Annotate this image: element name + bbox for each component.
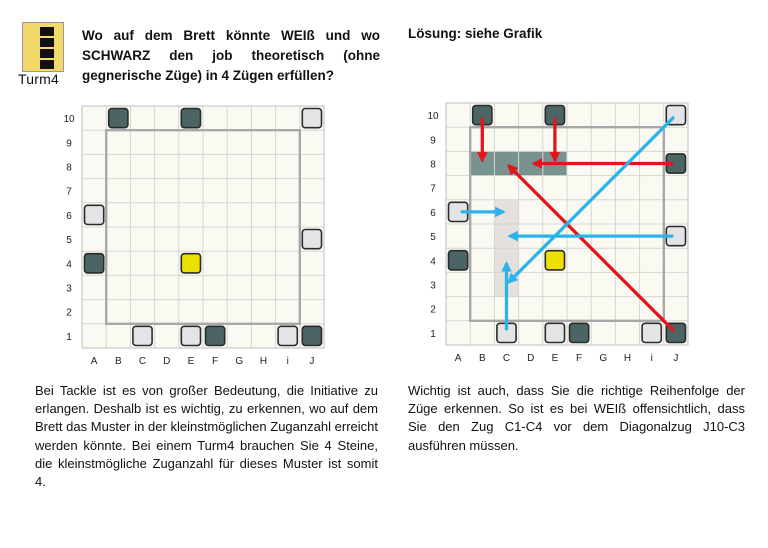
white-stone-i1 [642, 323, 661, 342]
row-label-3: 3 [430, 280, 436, 292]
row-label-9: 9 [430, 135, 436, 147]
solution-board [422, 96, 722, 368]
col-label-d: D [163, 356, 171, 367]
black-stone-j1 [302, 326, 321, 345]
row-label-5: 5 [430, 232, 436, 244]
col-label-g: G [235, 356, 244, 367]
black-stone-e10 [181, 109, 200, 128]
row-label-7: 7 [66, 186, 72, 198]
row-label-4: 4 [66, 259, 72, 271]
col-label-h: H [259, 356, 268, 367]
col-label-f: F [576, 353, 583, 364]
description-right: Wichtig ist auch, dass Sie die richtige Reihenfolge der Züge erkennen. So ist es bei WEIß offensichtlich, dass Sie den Zug C1-C4 vor dem Diagonalzug J10-C3 ausführen müssen. [408, 383, 745, 453]
row-label-1: 1 [66, 331, 72, 343]
col-label-e: E [187, 356, 195, 367]
row-label-8: 8 [66, 162, 72, 174]
col-label-c: C [502, 353, 511, 364]
row-label-9: 9 [66, 138, 72, 150]
black-stone-b10 [109, 109, 128, 128]
col-label-i: i [650, 353, 653, 364]
black-stone-f1 [570, 323, 589, 342]
white-stone-c1 [133, 326, 152, 345]
col-label-a: A [454, 353, 462, 364]
col-label-j: J [309, 356, 315, 367]
turm4-logo [18, 22, 68, 86]
col-label-f: F [212, 356, 219, 367]
tower-icon [22, 22, 64, 72]
black-stone-a4 [85, 254, 104, 273]
row-label-3: 3 [66, 283, 72, 295]
row-label-8: 8 [430, 159, 436, 171]
col-label-d: D [527, 353, 535, 364]
row-label-10: 10 [427, 111, 439, 123]
row-label-2: 2 [66, 307, 72, 319]
white-stone-j5 [302, 230, 321, 249]
col-label-i: i [286, 356, 289, 367]
col-label-c: C [138, 356, 147, 367]
white-stone-a6 [85, 205, 104, 224]
col-label-g: G [599, 353, 608, 364]
solution-title: Lösung: siehe Grafik [408, 26, 543, 41]
row-label-7: 7 [430, 183, 436, 195]
row-label-10: 10 [63, 114, 75, 126]
row-label-1: 1 [430, 328, 436, 340]
black-stone-a4 [449, 251, 468, 270]
description-left: Bei Tackle ist es von großer Bedeutung, die Initiative zu erlangen. Deshalb ist es wichtig, zu erkennen, wo auf dem Brett das Muster in der kleinstmöglichen Zuganzahl erreicht werden könnte. Bei einem Turm4 brauchen Sie 4 Steine, die kleinstmögliche Zuganzahl für dieses Muster ist somit 4. [35, 383, 378, 490]
row-label-4: 4 [430, 256, 436, 268]
white-stone-j10 [302, 109, 321, 128]
row-label-6: 6 [66, 210, 72, 222]
col-label-j: J [673, 353, 679, 364]
neutral-stone-e4 [181, 254, 200, 273]
col-label-b: B [478, 353, 486, 364]
row-label-5: 5 [66, 235, 72, 247]
col-label-e: E [551, 353, 559, 364]
puzzle-board [58, 101, 358, 371]
col-label-h: H [623, 353, 632, 364]
row-label-6: 6 [430, 207, 436, 219]
neutral-stone-e4 [545, 251, 564, 270]
logo-label: Turm4 [18, 71, 59, 87]
black-stone-f1 [206, 326, 225, 345]
col-label-b: B [114, 356, 122, 367]
question-text: Wo auf dem Brett könnte WEIß und wo SCHWARZ den job theoretisch (ohne gegnerische Züge) in 4 Zügen erfüllen? [82, 28, 380, 83]
col-label-a: A [90, 356, 98, 367]
white-stone-e1 [181, 326, 200, 345]
row-label-2: 2 [430, 304, 436, 316]
white-stone-e1 [545, 323, 564, 342]
white-stone-i1 [278, 326, 297, 345]
